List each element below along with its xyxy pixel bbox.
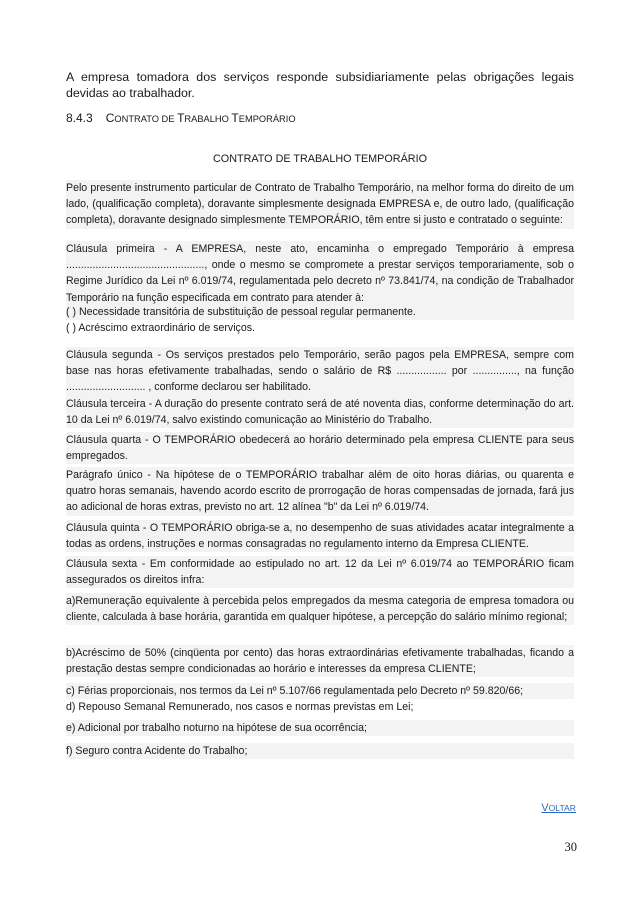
clause-fifth [66, 520, 574, 552]
section-heading [66, 111, 296, 125]
paragraph-text: Cláusula sexta - Em conformidade ao estipulado no art. 12 da Lei nº 6.019/74 ao TEMPORÁRIO ficam assegurados os direitos infra: [66, 558, 574, 587]
paragraph-text: Cláusula quinta - O TEMPORÁRIO obriga-se a, no desempenho de suas atividades acatar integralmente a todas as ordens, instruções e normas consagradas no regulamento interno da Empresa CLIENTE. [66, 522, 574, 551]
option-extraordinary [66, 320, 574, 336]
contract-title: CONTRATO DE TRABALHO TEMPORÁRIO [213, 153, 427, 165]
clause-third [66, 396, 574, 428]
paragraph-text: ( ) Acréscimo extraordinário de serviços. [66, 322, 255, 334]
paragraph-text: Pelo presente instrumento particular de Contrato de Trabalho Temporário, na melhor forma do direito de um lado, (qualificação completa), doravante simplesmente designada EMPRESA e, de outro lado, (qualificação completa), doravante designado simplesmente TEMPORÁRIO, têm entre si justo e contratado o seguinte: [66, 182, 574, 227]
voltar-link-rest: OLTAR [548, 803, 576, 813]
section-title-part: RABALHO [184, 114, 232, 124]
page-number: 30 [564, 840, 577, 854]
right-item-d [66, 699, 574, 715]
option-substitution [66, 304, 574, 320]
right-item-b [66, 645, 574, 677]
paragraph-text: ( ) Necessidade transitória de substituição de pessoal regular permanente. [66, 306, 416, 318]
section-number: 8.4.3 [66, 111, 93, 125]
paragraph-text: b)Acréscimo de 50% (cinqüenta por cento) das horas extraordinárias efetivamente trabalhadas, ficando a prestação destas sempre condicionadas ao horário e interesses da empresa CLIENTE; [66, 647, 574, 676]
section-title-part: EMPORÁRIO [238, 114, 296, 124]
intro-paragraph: A empresa tomadora dos serviços responde subsidiariamente pelas obrigações legais devidas ao trabalhador. [66, 70, 574, 100]
paragraph-text: a)Remuneração equivalente à percebida pelos empregados da mesma categoria de empresa tomadora ou cliente, calculada à base horária, garantida em qualquer hipótese, a percepção do salário mínimo regional; [66, 595, 574, 624]
paragraph-text: Parágrafo único - Na hipótese de o TEMPORÁRIO trabalhar além de oito horas diárias, ou quarenta e quatro horas semanais, havendo acordo escrito de prorrogação de horas compensadas de jornada, fará jus ao adicional de horas extras, previsto no art. 12 alínea "b" da Lei nº 6.019/74. [66, 469, 574, 514]
right-item-e [66, 720, 574, 736]
right-item-c [66, 683, 574, 699]
paragraph-text: f) Seguro contra Acidente do Trabalho; [66, 745, 248, 757]
paragraph-text: Cláusula terceira - A duração do presente contrato será de até noventa dias, conforme determinação do art. 10 da Lei nº 6.019/74, salvo existindo comunicação ao Ministério do Trabalho. [66, 398, 574, 427]
clause-second [66, 347, 574, 396]
paragraph-text: d) Repouso Semanal Remunerado, nos casos e normas previstas em Lei; [66, 701, 414, 713]
paragraph-text: Cláusula segunda - Os serviços prestados pelo Temporário, serão pagos pela EMPRESA, sempre com base nas horas efetivamente trabalhadas, sendo o salário de R$ ................. por ..............., na função ........................... , conforme declarou ser habilitado. [66, 349, 574, 394]
clause-sixth [66, 556, 574, 588]
right-item-a [66, 593, 574, 625]
clause-first [66, 241, 574, 306]
paragraph-text: Cláusula primeira - A EMPRESA, neste ato, encaminha o empregado Temporário à empresa ..............................................., onde o mesmo se compromete a prestar serviços temporariamente, sob o Regime Jurídico da Lei nº 6.019/74, regulamentada pelo decreto nº 73.841/74, na condição de Trabalhador Temporário na função especificada em contrato para atender à: [66, 243, 574, 304]
right-item-f [66, 743, 574, 759]
section-title-part: ONTRATO DE [114, 114, 178, 124]
clause-fourth [66, 432, 574, 464]
voltar-link[interactable] [541, 802, 576, 814]
sole-paragraph [66, 467, 574, 516]
paragraph-text: Cláusula quarta - O TEMPORÁRIO obedecerá ao horário determinado pela empresa CLIENTE para seus empregados. [66, 434, 574, 463]
section-title-part: T [231, 111, 239, 125]
paragraph-text: e) Adicional por trabalho noturno na hipótese de sua ocorrência; [66, 722, 367, 734]
section-title-part: C [105, 111, 115, 125]
voltar-link-initial: V [541, 802, 549, 814]
section-title-part: T [177, 111, 185, 125]
preamble-paragraph [66, 180, 574, 229]
paragraph-text: c) Férias proporcionais, nos termos da Lei nº 5.107/66 regulamentada pelo Decreto nº 59.820/66; [66, 685, 524, 697]
